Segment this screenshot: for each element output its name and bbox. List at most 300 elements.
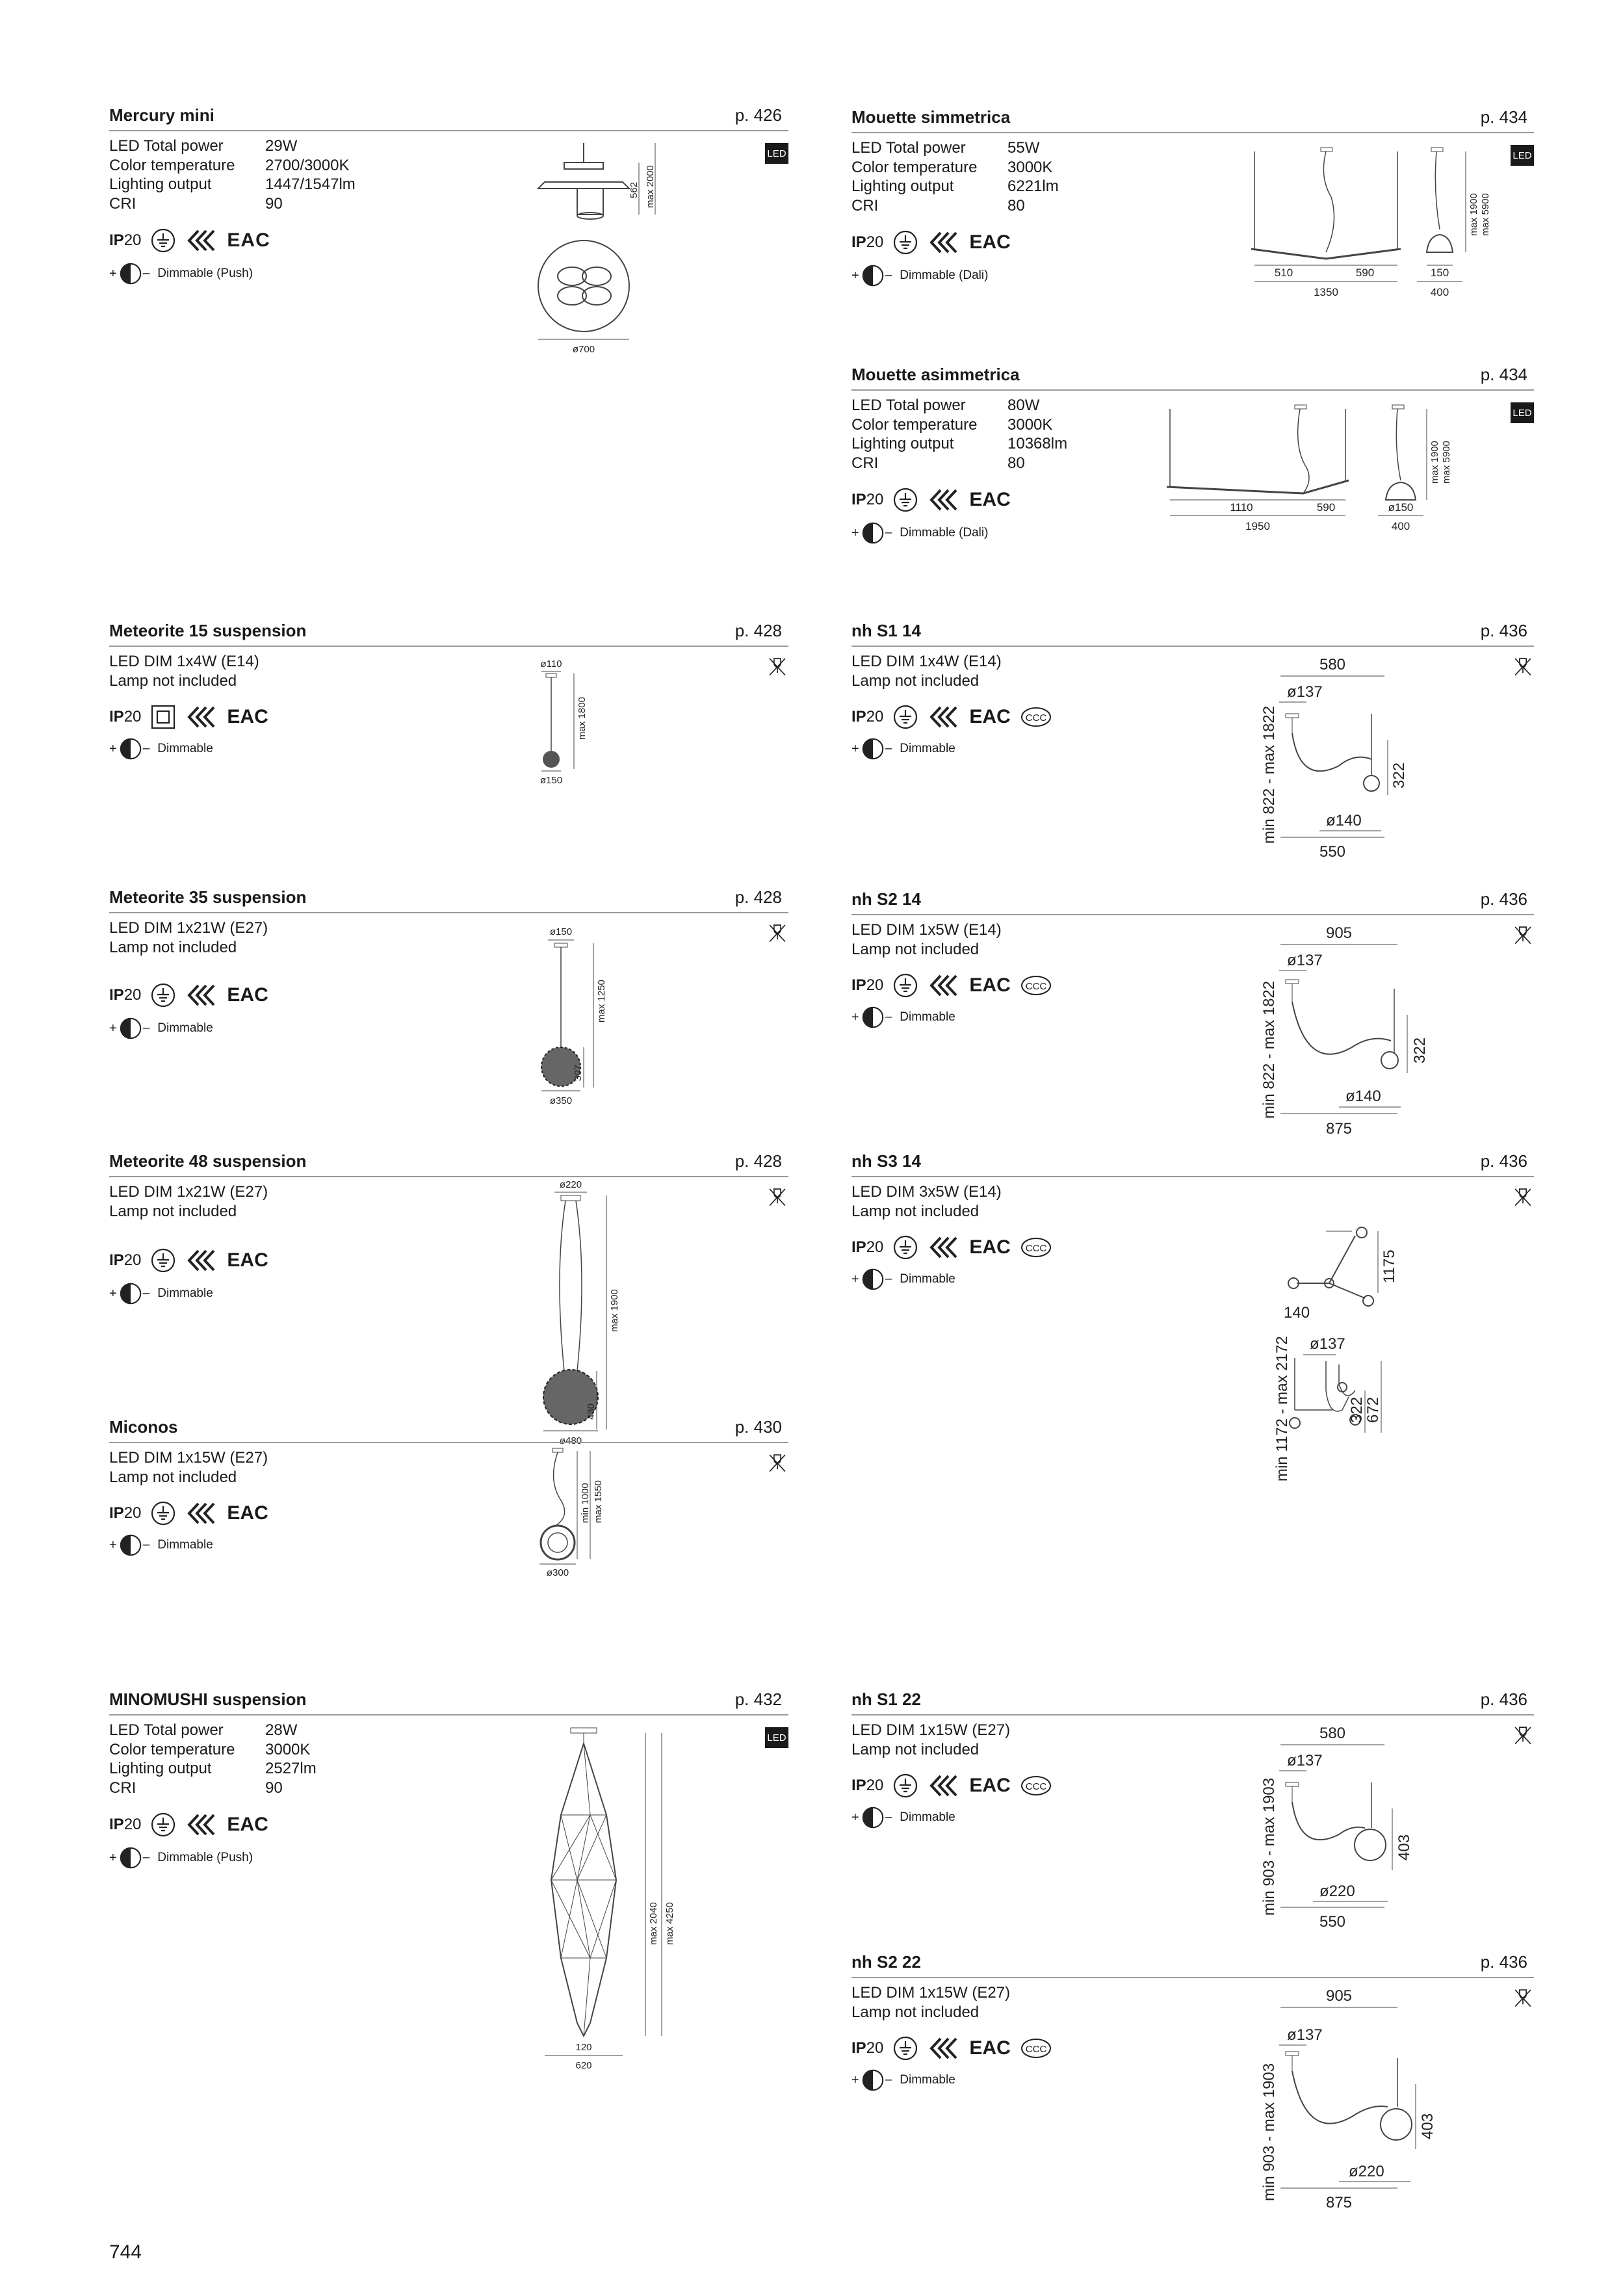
spec-value: 3000K — [1007, 415, 1053, 434]
spec-line: Lamp not included — [851, 940, 980, 958]
cert-icons — [109, 1812, 268, 1838]
dim-label: ø137 — [1287, 1752, 1323, 1769]
cert-icons — [851, 1234, 1052, 1260]
cert-icons — [109, 1247, 268, 1273]
ccc-icon — [1020, 974, 1052, 997]
ip-rating: IP20 — [851, 233, 884, 251]
lamp-not-included-icon — [766, 1452, 788, 1474]
minomushi-drawing — [525, 1724, 694, 2075]
class-2-icon — [150, 704, 176, 730]
ip-rating: IP20 — [109, 986, 142, 1004]
dimmable-label: Dimmable — [900, 1010, 955, 1024]
page-ref[interactable]: p. 436 — [1480, 1689, 1527, 1709]
spec-key: Color temperature — [109, 156, 235, 174]
lamp-not-included-icon — [1512, 924, 1534, 946]
spec-value: 6221lm — [1007, 177, 1059, 195]
dimmable-info: + – Dimmable — [851, 2068, 955, 2093]
dim-label: 400 — [1391, 520, 1410, 532]
eac-icon: EAC — [969, 974, 1011, 996]
miconos-drawing — [525, 1442, 655, 1591]
spec-value: 28W — [265, 1721, 298, 1739]
eac-icon: EAC — [969, 706, 1011, 727]
ccc-icon — [1020, 2037, 1052, 2059]
dim-label: max 1900 — [609, 1289, 620, 1332]
dimmable-icon — [861, 521, 885, 545]
dim-label: max 4250 — [664, 1902, 675, 1945]
dim-label: ø110 — [540, 659, 562, 670]
spec-list — [851, 138, 1059, 215]
dimmable-icon — [861, 1805, 885, 1830]
dim-label: min 1172 - max 2172 — [1273, 1336, 1291, 1481]
eac-icon: EAC — [227, 1814, 268, 1835]
ccc-icon — [1020, 706, 1052, 728]
product-mouette-asimmetrica — [851, 363, 1534, 540]
page-ref[interactable]: p. 436 — [1480, 621, 1527, 640]
dim-label: 120 — [575, 2042, 592, 2053]
dim-label: 322 — [1348, 1396, 1366, 1423]
page-ref[interactable]: p. 430 — [734, 1417, 782, 1437]
earth-icon — [150, 1500, 176, 1526]
dimmable-label: Dimmable — [157, 742, 213, 755]
dimmable-info: + – Dimmable — [109, 1016, 213, 1041]
product-name: Meteorite 35 suspension — [109, 887, 307, 907]
spec-list — [851, 396, 1067, 473]
eac-icon: EAC — [969, 2037, 1011, 2059]
chevron-mark-icon — [185, 982, 218, 1008]
dim-label: 580 — [1319, 1725, 1346, 1742]
dimmable-info: + – Dimmable — [851, 1805, 955, 1830]
dim-label: min 1000 — [580, 1483, 591, 1523]
spec-line: LED DIM 1x4W (E14) — [851, 653, 1002, 670]
product-header — [851, 1150, 1534, 1177]
dim-label: 322 — [1390, 762, 1408, 789]
product-header — [109, 1688, 788, 1715]
chevron-mark-icon — [928, 487, 960, 513]
dimmable-label: Dimmable (Dali) — [900, 526, 989, 540]
spec-list — [851, 1182, 1002, 1221]
spec-line: Lamp not included — [851, 1202, 980, 1220]
dim-label: ø700 — [572, 344, 595, 355]
spec-line: LED DIM 1x21W (E27) — [109, 1183, 268, 1201]
dim-label: min 822 - max 1822 — [1260, 705, 1278, 844]
dim-label: ø220 — [1349, 2163, 1384, 2180]
dim-label: min 903 - max 1903 — [1260, 2063, 1278, 2201]
product-nh-s2-14 — [851, 888, 1534, 1138]
dim-label: 140 — [1284, 1304, 1310, 1322]
earth-icon — [150, 228, 176, 254]
ip-rating: IP20 — [851, 1238, 884, 1256]
dim-label: max 1250 — [596, 980, 607, 1023]
dim-label: max 1800 — [577, 697, 588, 740]
chevron-mark-icon — [928, 1234, 960, 1260]
product-miconos — [109, 1416, 788, 1578]
earth-icon — [892, 229, 918, 255]
spec-line: LED DIM 1x5W (E14) — [851, 921, 1002, 939]
dim-label: ø150 — [539, 775, 563, 785]
spec-line: LED DIM 1x15W (E27) — [109, 1449, 268, 1467]
cert-icons — [851, 704, 1052, 730]
dim-label: ø140 — [1345, 1088, 1381, 1105]
earth-icon — [892, 704, 918, 730]
ip-rating: IP20 — [851, 708, 884, 725]
spec-value: 1447/1547lm — [265, 176, 356, 193]
spec-value: 55W — [1007, 139, 1040, 157]
product-name: Meteorite 15 suspension — [109, 621, 307, 640]
dim-label: 1350 — [1314, 286, 1338, 298]
product-header — [109, 1416, 788, 1443]
dimmable-info: + – Dimmable — [109, 737, 213, 761]
chevron-mark-icon — [928, 704, 960, 730]
page-ref[interactable]: p. 428 — [734, 621, 782, 640]
dim-label: max 5900 — [1441, 441, 1452, 484]
chevron-mark-icon — [185, 704, 218, 730]
spec-value: 80 — [1007, 196, 1025, 215]
product-header — [851, 106, 1534, 133]
meteorite-35-drawing — [525, 925, 668, 1120]
dim-label: ø220 — [559, 1179, 582, 1190]
dimmable-info: + – Dimmable (Push) — [109, 1846, 253, 1870]
spec-key: Lighting output — [851, 435, 954, 452]
chevron-mark-icon — [928, 1773, 960, 1799]
ccc-icon — [1020, 1775, 1052, 1797]
eac-icon: EAC — [227, 1502, 268, 1524]
nh-s2-22-drawing — [1241, 1980, 1449, 2214]
dim-label: 905 — [1325, 924, 1353, 942]
spec-key: Lighting output — [851, 177, 954, 195]
product-meteorite-15 — [109, 620, 788, 785]
earth-icon — [892, 487, 918, 513]
product-header — [109, 1150, 788, 1177]
dimmable-icon — [861, 2068, 885, 2093]
spec-line: Lamp not included — [109, 1468, 237, 1486]
product-nh-s1-22 — [851, 1688, 1534, 1931]
product-name: nh S2 22 — [851, 1952, 921, 1972]
spec-list — [851, 1983, 1010, 2022]
page-ref[interactable]: p. 434 — [1480, 365, 1527, 384]
dim-label: ø137 — [1287, 2026, 1323, 2044]
dim-label: ø137 — [1310, 1335, 1345, 1353]
dim-label: max 1900 — [1468, 193, 1479, 236]
spec-line: LED DIM 1x21W (E27) — [109, 919, 268, 937]
spec-value: 2527lm — [265, 1760, 317, 1777]
dim-label: 307 — [573, 1064, 584, 1081]
dimmable-info: + – Dimmable — [851, 737, 955, 761]
spec-value: 80W — [1007, 397, 1040, 414]
dim-label: max 2040 — [648, 1902, 659, 1945]
dimmable-icon — [861, 1005, 885, 1030]
spec-line: Lamp not included — [851, 2003, 980, 2021]
chevron-mark-icon — [928, 2035, 960, 2061]
dimmable-info: + – Dimmable — [109, 1281, 213, 1306]
mouette-simmetrica-drawing — [1241, 138, 1514, 327]
chevron-mark-icon — [928, 229, 960, 255]
dim-label: ø137 — [1287, 683, 1323, 701]
ip-rating: IP20 — [851, 491, 884, 508]
chevron-mark-icon — [185, 1812, 218, 1838]
dim-label: 150 — [1430, 267, 1449, 279]
spec-list — [851, 920, 1002, 959]
lamp-not-included-icon — [1512, 1186, 1534, 1208]
product-mouette-simmetrica — [851, 106, 1534, 298]
spec-list — [109, 137, 356, 213]
page-ref[interactable]: p. 428 — [734, 1151, 782, 1171]
dim-label: ø350 — [549, 1095, 573, 1106]
earth-icon — [892, 972, 918, 998]
product-mercury-mini — [109, 104, 788, 355]
dimmable-info: + – Dimmable (Push) — [109, 261, 253, 286]
page-ref[interactable]: p. 428 — [734, 887, 782, 907]
dim-label: 590 — [1355, 267, 1375, 279]
dimmable-icon — [861, 737, 885, 761]
spec-list — [109, 1448, 268, 1487]
dim-label: 403 — [1419, 2113, 1436, 2139]
dim-label: 510 — [1274, 267, 1293, 279]
dim-label: min 903 - max 1903 — [1260, 1777, 1278, 1916]
dim-label: 430 — [586, 1403, 597, 1420]
dim-label: max 1550 — [593, 1480, 604, 1523]
product-name: MINOMUSHI suspension — [109, 1689, 307, 1709]
earth-icon — [892, 1234, 918, 1260]
product-name: nh S2 14 — [851, 889, 921, 909]
cert-icons — [851, 487, 1011, 513]
product-name: nh S1 14 — [851, 621, 921, 640]
lamp-not-included-icon — [1512, 1724, 1534, 1746]
ip-rating: IP20 — [851, 976, 884, 994]
dim-label: 620 — [575, 2060, 592, 2071]
product-nh-s3-14 — [851, 1150, 1534, 1481]
spec-line: LED DIM 1x4W (E14) — [109, 653, 259, 670]
page-ref[interactable]: p. 434 — [1480, 107, 1527, 127]
spec-list — [109, 919, 268, 957]
dim-label: max 2000 — [645, 165, 656, 208]
dimmable-icon — [861, 263, 885, 288]
earth-icon — [892, 2035, 918, 2061]
led-badge: LED — [1511, 402, 1534, 423]
spec-line: Lamp not included — [109, 938, 237, 956]
cert-icons — [851, 1773, 1052, 1799]
product-name: Miconos — [109, 1417, 178, 1437]
dim-label: 905 — [1325, 1987, 1353, 2005]
dimmable-icon — [118, 1533, 143, 1558]
dim-label: ø300 — [546, 1567, 569, 1578]
lamp-not-included-icon — [1512, 655, 1534, 677]
dim-label: 875 — [1325, 2194, 1353, 2211]
ip-rating: IP20 — [109, 1816, 142, 1833]
dimmable-label: Dimmable — [900, 742, 955, 755]
ip-rating: IP20 — [851, 2039, 884, 2057]
dimmable-icon — [118, 737, 143, 761]
cert-icons — [109, 1500, 268, 1526]
dim-label: ø137 — [1287, 952, 1323, 969]
spec-key: Color temperature — [851, 415, 978, 434]
spec-line: LED DIM 1x15W (E27) — [851, 1721, 1011, 1739]
cert-icons — [851, 972, 1052, 998]
dim-label: 1175 — [1381, 1249, 1398, 1283]
product-name: Meteorite 48 suspension — [109, 1151, 307, 1171]
cert-icons — [109, 704, 268, 730]
lamp-not-included-icon — [1512, 1987, 1534, 2009]
dimmable-label: Dimmable (Push) — [157, 267, 253, 280]
dimmable-icon — [118, 1846, 143, 1870]
spec-key: LED Total power — [109, 137, 224, 155]
cert-icons — [851, 229, 1011, 255]
dim-label: 1950 — [1245, 520, 1270, 532]
dim-label: 1110 — [1230, 501, 1253, 514]
dim-label: ø480 — [559, 1435, 582, 1446]
page-ref[interactable]: p. 436 — [1480, 1151, 1527, 1171]
spec-value: 2700/3000K — [265, 156, 350, 174]
product-nh-s2-22 — [851, 1951, 1534, 2211]
spec-value: 29W — [265, 137, 298, 155]
dimmable-label: Dimmable — [900, 1810, 955, 1824]
dimmable-label: Dimmable — [157, 1286, 213, 1300]
spec-value: 80 — [1007, 454, 1025, 472]
dim-label: 672 — [1364, 1396, 1382, 1423]
nh-s1-14-drawing — [1241, 649, 1423, 870]
spec-key: CRI — [851, 196, 879, 215]
earth-icon — [150, 1812, 176, 1838]
product-header — [851, 1688, 1534, 1715]
lamp-not-included-icon — [766, 655, 788, 677]
product-name: Mercury mini — [109, 105, 214, 125]
lamp-not-included-icon — [766, 922, 788, 944]
spec-list — [109, 652, 259, 690]
chevron-mark-icon — [928, 972, 960, 998]
spec-value: 90 — [265, 1779, 283, 1797]
dimmable-icon — [861, 1267, 885, 1292]
eac-icon: EAC — [969, 1775, 1011, 1796]
dimmable-info: + – Dimmable (Dali) — [851, 521, 988, 545]
product-header — [851, 363, 1534, 391]
spec-key: Color temperature — [109, 1740, 235, 1758]
product-name: Mouette simmetrica — [851, 107, 1011, 127]
meteorite-15-drawing — [525, 655, 655, 785]
nh-s1-22-drawing — [1241, 1717, 1423, 1938]
spec-value: 10368lm — [1007, 435, 1068, 452]
dim-label: ø220 — [1319, 1883, 1355, 1900]
spec-key: CRI — [851, 454, 879, 472]
ip-rating: IP20 — [109, 1251, 142, 1269]
ip-rating: IP20 — [109, 1504, 142, 1522]
mercury-mini-drawing — [525, 137, 681, 390]
dim-label: 875 — [1325, 1120, 1353, 1138]
dim-label: 550 — [1319, 1913, 1346, 1931]
spec-key: CRI — [109, 1779, 136, 1797]
product-minomushi — [109, 1688, 788, 2071]
ccc-icon — [1020, 1236, 1052, 1259]
spec-list — [109, 1721, 317, 1797]
ip-rating: IP20 — [109, 231, 142, 249]
chevron-mark-icon — [185, 1500, 218, 1526]
dim-label: 590 — [1316, 501, 1336, 514]
eac-icon: EAC — [969, 231, 1011, 253]
product-meteorite-35 — [109, 886, 788, 1106]
dimmable-label: Dimmable — [157, 1538, 213, 1552]
eac-icon: EAC — [227, 984, 268, 1006]
spec-list — [851, 652, 1002, 690]
product-name: nh S3 14 — [851, 1151, 921, 1171]
page-ref[interactable]: p. 426 — [734, 105, 782, 125]
spec-key: LED Total power — [851, 139, 966, 157]
led-badge: LED — [1511, 145, 1534, 166]
page-number: 744 — [109, 2241, 142, 2263]
led-badge: LED — [765, 143, 788, 164]
dim-label: 550 — [1319, 843, 1346, 861]
dimmable-info: + – Dimmable — [109, 1533, 213, 1558]
spec-line: Lamp not included — [851, 1740, 980, 1758]
dim-label: ø140 — [1326, 812, 1362, 829]
product-header — [851, 1951, 1534, 1978]
led-badge: LED — [765, 1727, 788, 1748]
eac-icon: EAC — [969, 1236, 1011, 1258]
dim-label: 403 — [1396, 1834, 1413, 1860]
chevron-mark-icon — [185, 1247, 218, 1273]
dimmable-icon — [118, 261, 143, 286]
dimmable-label: Dimmable (Push) — [157, 1851, 253, 1864]
dimmable-info: + – Dimmable (Dali) — [851, 263, 988, 288]
spec-list — [109, 1182, 268, 1221]
spec-list — [851, 1721, 1010, 1759]
product-nh-s1-14 — [851, 620, 1534, 861]
dim-label: 580 — [1319, 656, 1346, 673]
product-name: Mouette asimmetrica — [851, 365, 1020, 384]
nh-s3-14-drawing — [1241, 1195, 1436, 1520]
page-ref[interactable]: p. 432 — [734, 1689, 782, 1709]
dimmable-label: Dimmable — [900, 1272, 955, 1286]
spec-value: 3000K — [265, 1740, 311, 1758]
eac-icon: EAC — [227, 229, 270, 251]
dimmable-info: + – Dimmable — [851, 1267, 955, 1292]
earth-icon — [892, 1773, 918, 1799]
dimmable-icon — [118, 1016, 143, 1041]
ip-rating: IP20 — [851, 1777, 884, 1794]
nh-s2-14-drawing — [1241, 917, 1449, 1145]
mouette-asimmetrica-drawing — [1150, 396, 1514, 591]
spec-line: Lamp not included — [109, 1202, 237, 1220]
spec-value: 3000K — [1007, 158, 1053, 176]
page-ref[interactable]: p. 436 — [1480, 1952, 1527, 1972]
spec-value: 90 — [265, 194, 283, 213]
eac-icon: EAC — [227, 706, 268, 727]
cert-icons — [109, 228, 270, 254]
dim-label: ø150 — [549, 926, 573, 937]
dimmable-icon — [118, 1281, 143, 1306]
product-header — [851, 620, 1534, 647]
eac-icon: EAC — [969, 489, 1011, 510]
spec-line: LED DIM 1x15W (E27) — [851, 1984, 1011, 2002]
product-header — [109, 886, 788, 913]
lamp-not-included-icon — [766, 1186, 788, 1208]
dimmable-label: Dimmable — [900, 2073, 955, 2087]
product-header — [109, 104, 788, 131]
dim-label: 562 — [629, 181, 640, 198]
product-header — [109, 620, 788, 647]
dim-label: max 5900 — [1480, 193, 1491, 236]
chevron-mark-icon — [185, 228, 218, 254]
spec-line: LED DIM 3x5W (E14) — [851, 1183, 1002, 1201]
dim-label: ø150 — [1388, 501, 1414, 514]
dimmable-info: + – Dimmable — [851, 1005, 955, 1030]
spec-line: Lamp not included — [851, 672, 980, 690]
dimmable-label: Dimmable — [157, 1021, 213, 1035]
dim-label: min 822 - max 1822 — [1260, 980, 1278, 1119]
dimmable-label: Dimmable (Dali) — [900, 268, 989, 282]
cert-icons — [851, 2035, 1052, 2061]
eac-icon: EAC — [227, 1249, 268, 1271]
page-ref[interactable]: p. 436 — [1480, 889, 1527, 909]
spec-key: Color temperature — [851, 158, 978, 176]
meteorite-48-drawing — [525, 1176, 694, 1449]
